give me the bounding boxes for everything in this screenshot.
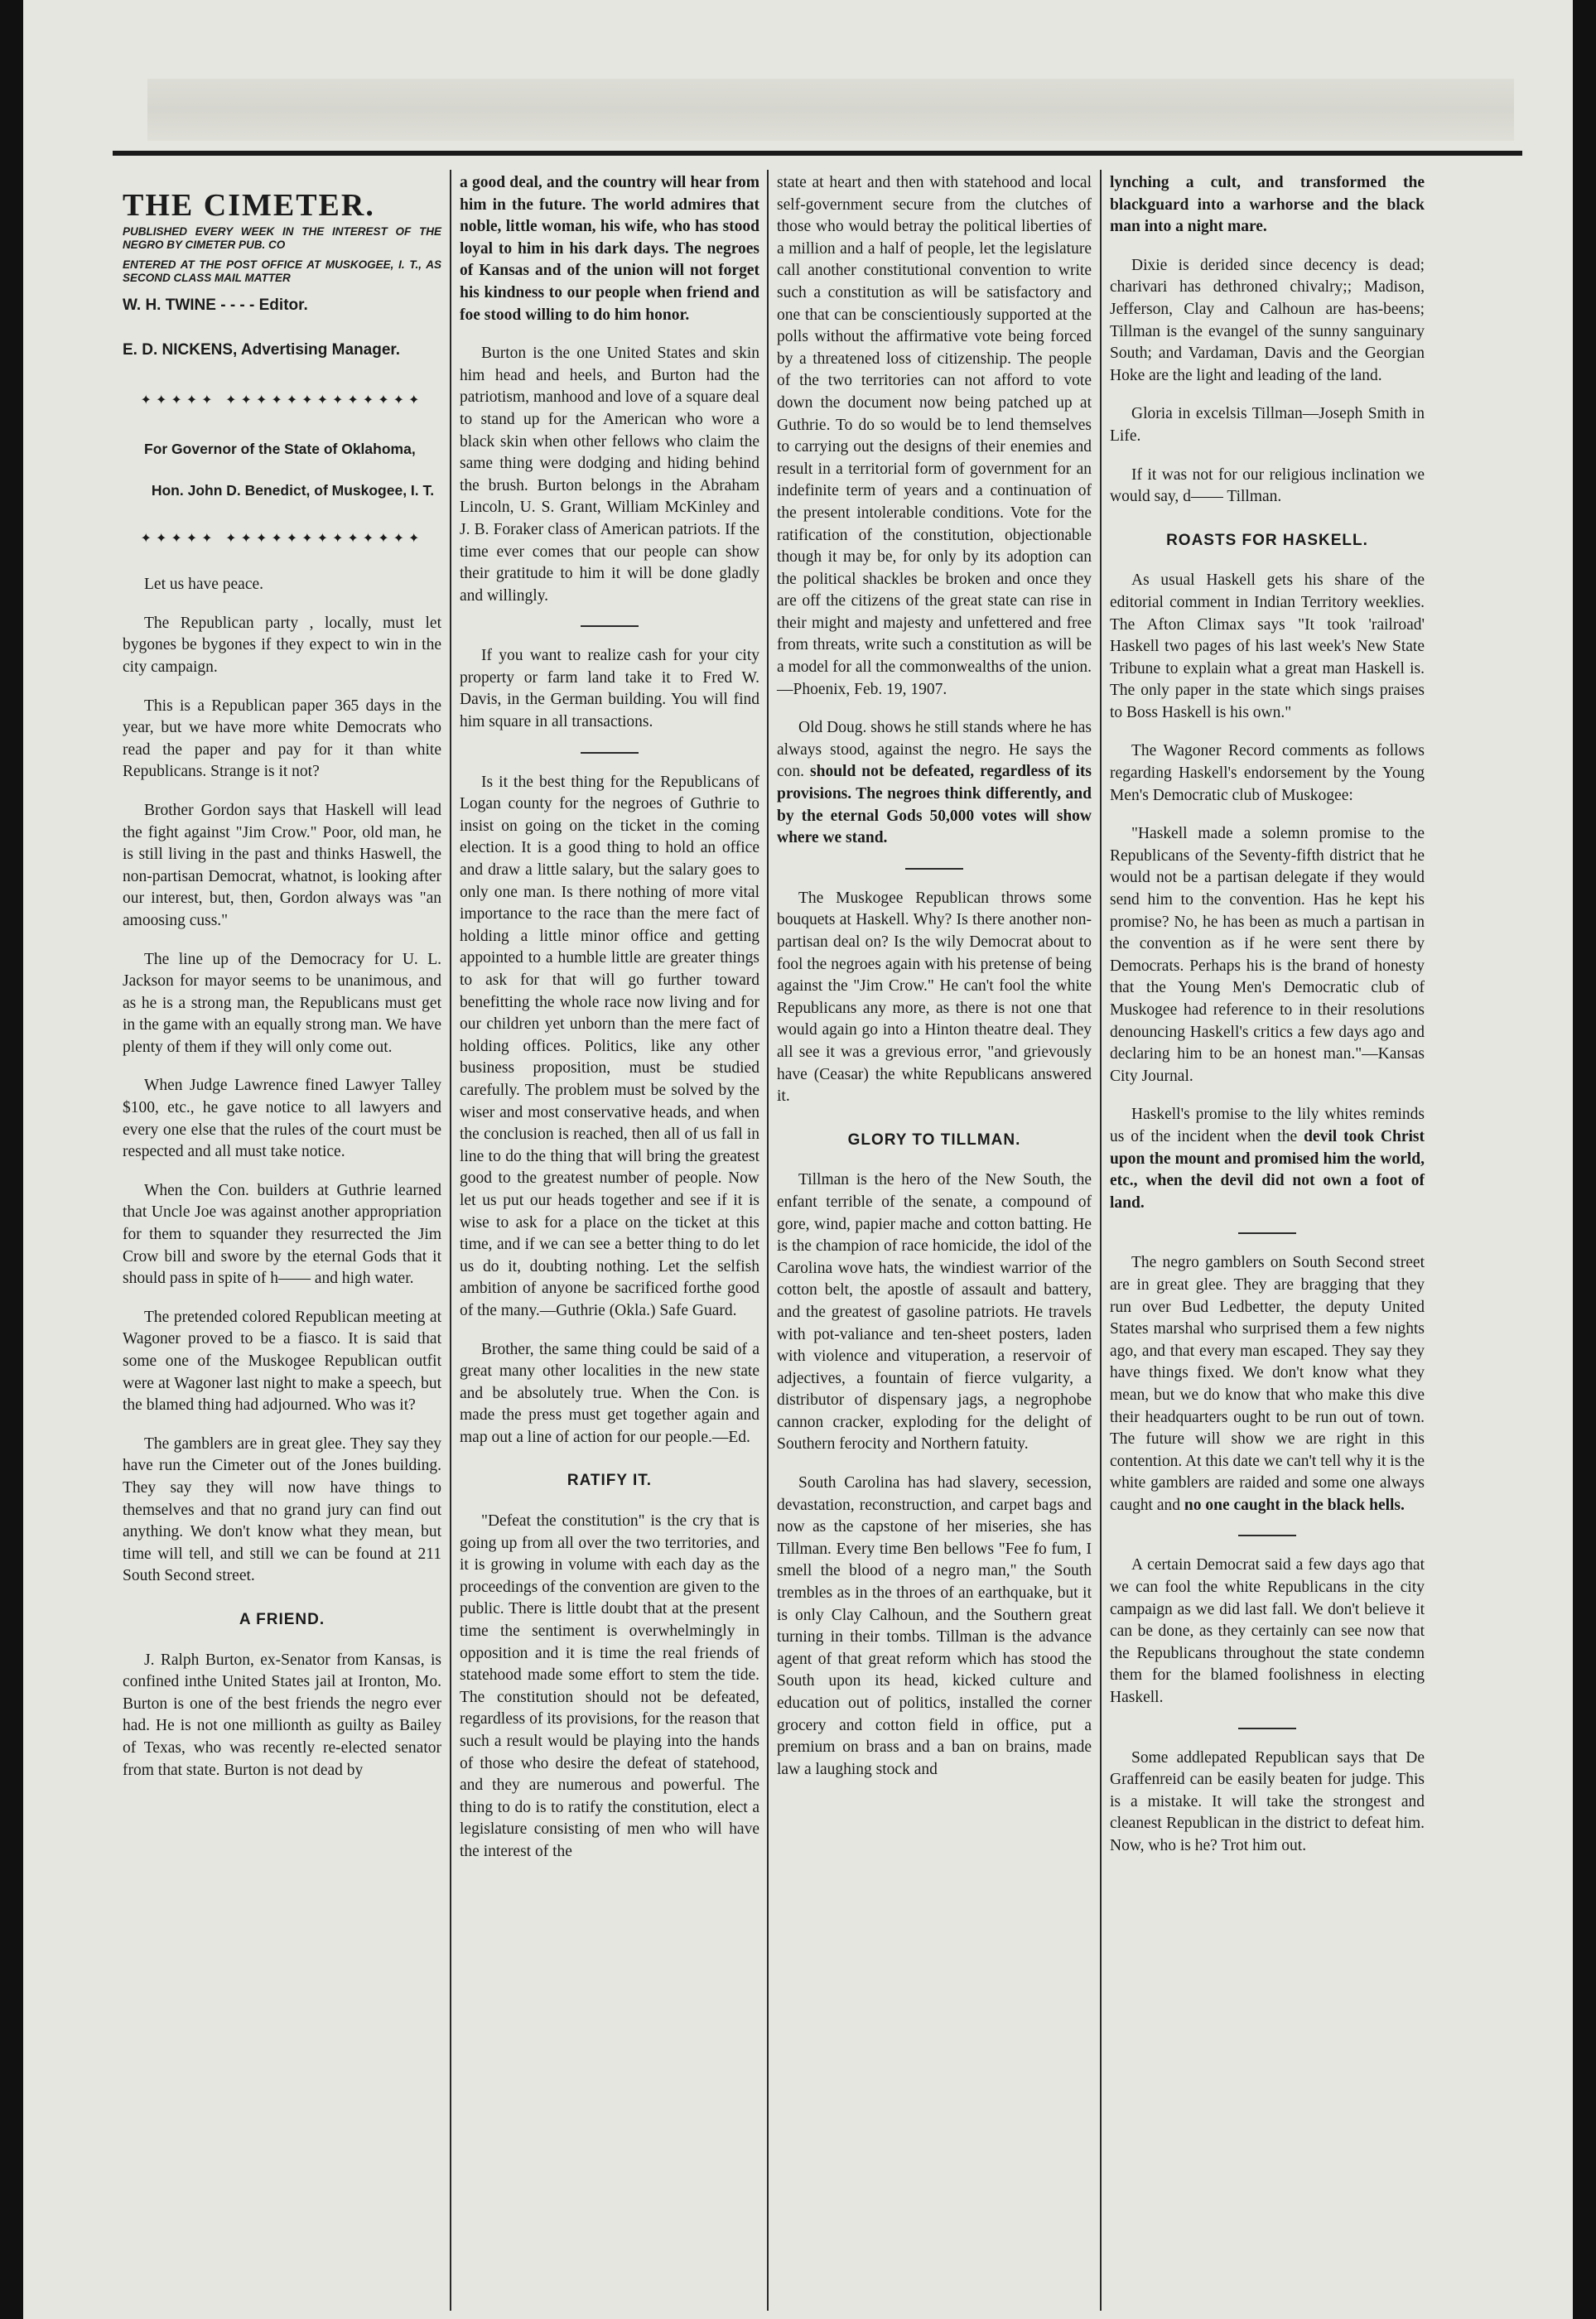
section-heading: RATIFY IT. (567, 1472, 653, 1490)
paragraph: Dixie is derided since decency is dead; charivari has dethroned chivalry;; Madison, Jefferson, Clay and Calhoun are has-beens; Tillman is the evangel of the sunny sanguinary South; and Vardaman, Davis and the Georgian Hoke are the light and leading of the land. (1110, 256, 1425, 384)
paragraph: When the Con. builders at Guthrie learned that Uncle Joe was against another appropriation for them to squander they resurrected the Jim Crow bill and swore by the eternal Gods that it should pass in spite of h—— and high water. (123, 1181, 441, 1288)
paragraph (777, 717, 1092, 850)
paper-title: THE CIMETER. (123, 188, 375, 223)
section-heading: GLORY TO TILLMAN. (847, 1131, 1021, 1149)
paragraph (1110, 1104, 1425, 1214)
paragraph: The Wagoner Record comments as follows regarding Haskell's endorsement by the Young Men's Democratic club of Muskogee: (1110, 742, 1425, 804)
paragraph: The Republican party , locally, must let bygones be bygones if they expect to win in the city campaign. (123, 614, 441, 676)
paragraph: As usual Haskell gets his share of the editorial comment in Indian Territory weeklies. The Afton Climax says "It took 'railroad' Haskell two pages of his last week's New State Tribune to explain what a great man Haskell is. The only paper in the state which sings praises to Boss Haskell is his own." (1110, 571, 1425, 721)
paragraph: Brother Gordon says that Haskell will lead the fight against "Jim Crow." Poor, old man, he is still living in the past and thinks Haswell, the non-partisan Democrat, whatnot, is looking after our interest, but, then, Gordon always was "an amoosing cuss." (123, 801, 441, 929)
column-4 (1110, 172, 1425, 1874)
divider (905, 868, 963, 870)
paragraph: Brother, the same thing could be said of a great many other localities in the new state and be absolutely true. When the Con. is made the press must get together again and map out a line of action for our people.—Ed. (460, 1340, 759, 1446)
publication-info: PUBLISHED EVERY WEEK IN THE INTEREST OF THE NEGRO BY CIMETER PUB. CO (123, 225, 441, 251)
bold-text: should not be defeated, regardless of its provisions. The negroes think differently, and by the eternal Gods 50,000 votes will show where we stand. (777, 763, 1092, 847)
paragraph: The gamblers are in great glee. They say they have run the Cimeter out of the Jones building. They say they will now have things to themselves and that no grand jury can find out anything. We don't know what they mean, but time will tell, and still we can be found at 211 South Second street. (123, 1434, 441, 1585)
paragraph: Some addlepated Republican says that De Graffenreid can be easily beaten for judge. This is a mistake. It will take the strongest and cleanest Republican in the district to defeat him. Now, who is he? Trot him out. (1110, 1748, 1425, 1854)
paragraph: "Defeat the constitution" is the cry that is going up from all over the two territories, and it is growing in volume with each day as the proceedings of the convention are given to the public. There is little doubt that at the present time the sentiment is overwhelmingly in opposition and it is time the real friends of statehood made some effort to stem the tide. The constitution should not be defeated, regardless of its provisions, for the reason that such a result would be playing into the hands of those who desire the defeat of statehood, and they are numerous and powerful. The thing to do is to ratify the constitution, elect a legislature consisting of men who will have the interest of the (460, 1512, 759, 1860)
section-heading: A FRIEND. (239, 1610, 325, 1628)
star-divider: ✦✦✦✦✦ ✦✦✦✦✦✦✦✦✦✦✦✦✦ (140, 529, 424, 546)
divider (581, 625, 639, 627)
paragraph: A certain Democrat said a few days ago that we can fool the white Republicans in the city campaign as we did last fall. We don't believe it can be done, as they certainly can see now that the Republicans throughout the state condemn them for the blamed foolishness in electing Haskell. (1110, 1556, 1425, 1707)
column-rule (450, 170, 451, 2311)
paragraph (1110, 1252, 1425, 1516)
paragraph: Tillman is the hero of the New South, the enfant terrible of the senate, a compound of gore, wind, papier mache and cotton batting. He is the champion of race homicide, the idol of the Carolina wove hats, the windiest warrior of the cotton belt, the apostle of assault and battery, and the greatest of gasoline patriots. He travels with pot-valiance and ten-sheet posters, laden with violence and vituperation, a reservoir of adjectives, a fountain of fierce vulgarity, a distributor of dispensary jags, a negrophobe cannon cracker, exploding for the delight of Southern ferocity and Northern fatuity. (777, 1171, 1092, 1454)
divider (1238, 1232, 1296, 1234)
column-1 (123, 172, 441, 1798)
text-run: The negro gamblers on South Second street are in great glee. They are bragging that they run over Bud Ledbetter, the deputy United States marshal who surprised them a few nights ago, and that every man escaped. They say they have things fixed. We don't know what they mean, but we do know that who make this dive their headquarters ought to be run out of town. The future will show we are right in this contention. At this date we can't tell why it is the white gamblers are raided and some one always caught and (1110, 1254, 1425, 1514)
paragraph: state at heart and then with statehood and local self-government secure from the clutches of those who would betray the political liberties of a million and a half of people, let the legislature call another constitutional convention to write such a constitution as will be satisfactory and one that can be conscientiously supported at the polls without the affirmative vote being forced by a threatened loss of citizenship. The people of the two territories can not afford to vote down the document now being patched up at Guthrie. To do so would be to lend themselves to carrying out the designs of their enemies and result in a territorial form of government for an indefinite term of years and a continuation of the present intolerable conditions. Vote for the ratification of the constitution, objectionable though it may be, for only by its adoption can the political shackles be broken and once they are off the citizens of the great state can rise in their might and majesty and unfettered and free from threats, write such a constitution as will be a model for all the commonwealths of the union.—Phoenix, Feb. 19, 1907. (777, 174, 1092, 698)
divider (581, 752, 639, 754)
column-rule (767, 170, 769, 2311)
paragraph: If it was not for our religious inclination we would say, d—— Tillman. (1110, 465, 1425, 506)
paragraph: South Carolina has had slavery, secession, devastation, reconstruction, and carpet bags and now as the capstone of her miseries, she has Tillman. Every time Ben bellows "Fee fo fum, I smell the blood of a negro man," the South trembles as in the throes of an earthquake, but it is only Clay Calhoun, and the Southern great turning in their tombs. Tillman is the advance agent of that great reform which has stood the South upon its head, kicked culture and education out of politics, installed the corner grocery and cotton field in office, put a premium on brass and a ban on brains, made law a laughing stock and (777, 1474, 1092, 1778)
column-2 (460, 172, 759, 1880)
column-rule (1100, 170, 1102, 2311)
top-rule (113, 151, 1522, 156)
governor-announcement: For Governor of the State of Oklahoma, (144, 440, 416, 457)
ad-manager-line: E. D. NICKENS, Advertising Manager. (123, 341, 401, 359)
paragraph: Gloria in excelsis Tillman—Joseph Smith in Life. (1110, 405, 1425, 445)
paragraph: a good deal, and the country will hear from him in the future. The world admires that noble, little woman, his wife, who has stood loyal to him in his dark days. The negroes of Kansas and of the union will not forget his kindness to our people when friend and foe stood willing to do him honor. (460, 174, 759, 324)
paragraph: Burton is the one United States and skin him head and heels, and Burton had the patriotism, manhood and love of a square deal to stand up for the American who wore a black skin when other fellows who claim the same thing were dodging and hiding behind the brush. Burton belongs in the Abraham Lincoln, U. S. Grant, William McKinley and J. B. Foraker class of American patriots. If the time ever comes that our people can show their gratitude to him it will be done gladly and willingly. (460, 345, 759, 605)
paragraph: When Judge Lawrence fined Lawyer Talley $100, etc., he gave notice to all lawyers and every one else that the rules of the court must be respected and all must take notice. (123, 1077, 441, 1161)
paragraph: If you want to realize cash for your city property or farm land take it to Fred W. Davis, in the German building. You will find him square in all transactions. (460, 647, 759, 731)
governor-candidate: Hon. John D. Benedict, of Muskogee, I. T. (151, 481, 435, 499)
text-run: Haskell's promise to the lily whites reminds us of the incident when the (1110, 1106, 1425, 1145)
entry-info: ENTERED AT THE POST OFFICE AT MUSKOGEE, I. T., AS SECOND CLASS MAIL MATTER (123, 258, 441, 284)
divider (1238, 1535, 1296, 1536)
paragraph: Let us have peace. (144, 576, 264, 594)
paragraph: "Haskell made a solemn promise to the Republicans of the Seventy-fifth district that he would not be a partisan delegate if they would send him to the convention. Has he kept his promise? No, he has been as much a partisan in the convention as if he were sent there by Democrats. Perhaps his is the brand of honesty that the Young Men's Democratic club of Muskogee had reference to in their resolutions denouncing Haskell's critics a few days ago and declaring him to be an honest man."—Kansas City Journal. (1110, 825, 1425, 1085)
paragraph: This is a Republican paper 365 days in the year, but we have more white Democrats who read the paper and pay for it than white Republicans. Strange is it not? (123, 697, 441, 781)
section-heading: ROASTS FOR HASKELL. (1166, 531, 1368, 549)
star-divider: ✦✦✦✦✦ ✦✦✦✦✦✦✦✦✦✦✦✦✦ (140, 392, 424, 407)
paragraph: Is it the best thing for the Republicans of Logan county for the negroes of Guthrie to insist on going on the ticket in the coming election. It is a good thing to hold an office and draw a little salary, but the salary goes to only one man. Is there nothing of more vital importance to the race than the mere fact of holding a little minor office and getting appointed to a humble little are greater things to ask for that will go further toward benefitting the whole race now living and for our children yet unborn than the mere fact of holding offices. Politics, like any other business proposition, must be studied carefully. The problem must be solved by the wiser and most conservative heads, and when the conclusion is reached, then all of us fall in line to do the thing that will bring the greatest good to the greatest number of people. Now let us put our heads together and see if it is wise to ask for a place on the ticket at this time, and if we can see a better thing to do let us do it, doubting nothing. Let the selfish ambition of anyone be sacrificed forthe good of the many.—Guthrie (Okla.) Safe Guard. (460, 773, 759, 1319)
paragraph: The Muskogee Republican throws some bouquets at Haskell. Why? Is there another non-partisan deal on? Is the wily Democrat about to fool the negroes again with his pretense of being against the "Jim Crow." He can't fool the white Republicans any more, as there is not one that would again go into a Hinton theatre deal. They all see it was a grevious error, "and grievously have (Ceasar) the white Republicans answered it. (777, 889, 1092, 1106)
paragraph: J. Ralph Burton, ex-Senator from Kansas, is confined inthe United States jail at Ironton, Mo. Burton is one of the best friends the negro ever had. He is not one millionth as guilty as Bailey of Texas, who was recently re-elected senator from that state. Burton is not dead by (123, 1651, 441, 1779)
editor-line: W. H. TWINE - - - - Editor. (123, 297, 308, 314)
bold-text: devil took Christ upon the mount and promised him the world, etc., when the devil did not own a foot of land. (1110, 1127, 1425, 1212)
column-3 (777, 172, 1092, 1797)
faded-masthead-area (147, 79, 1514, 141)
text-run: Old Doug. shows he still stands where he has always stood, against the negro. He says the con. (777, 719, 1092, 781)
paragraph: The line up of the Democracy for U. L. Jackson for mayor seems to be unanimous, and as he is a strong man, the Republicans must get in the game with an equally strong man. We have plenty of them if they will only come out. (123, 950, 441, 1056)
divider (1238, 1728, 1296, 1729)
newspaper-page (23, 0, 1573, 2319)
paragraph: The pretended colored Republican meeting at Wagoner proved to be a fiasco. It is said that some one of the Muskogee Republican outfit were at Wagoner last night to make a speech, but the blamed thing had adjourned. Who was it? (123, 1308, 441, 1415)
bold-text: no one caught in the black hells. (1184, 1496, 1405, 1514)
paragraph: lynching a cult, and transformed the blackguard into a warhorse and the black man into a night mare. (1110, 174, 1425, 236)
